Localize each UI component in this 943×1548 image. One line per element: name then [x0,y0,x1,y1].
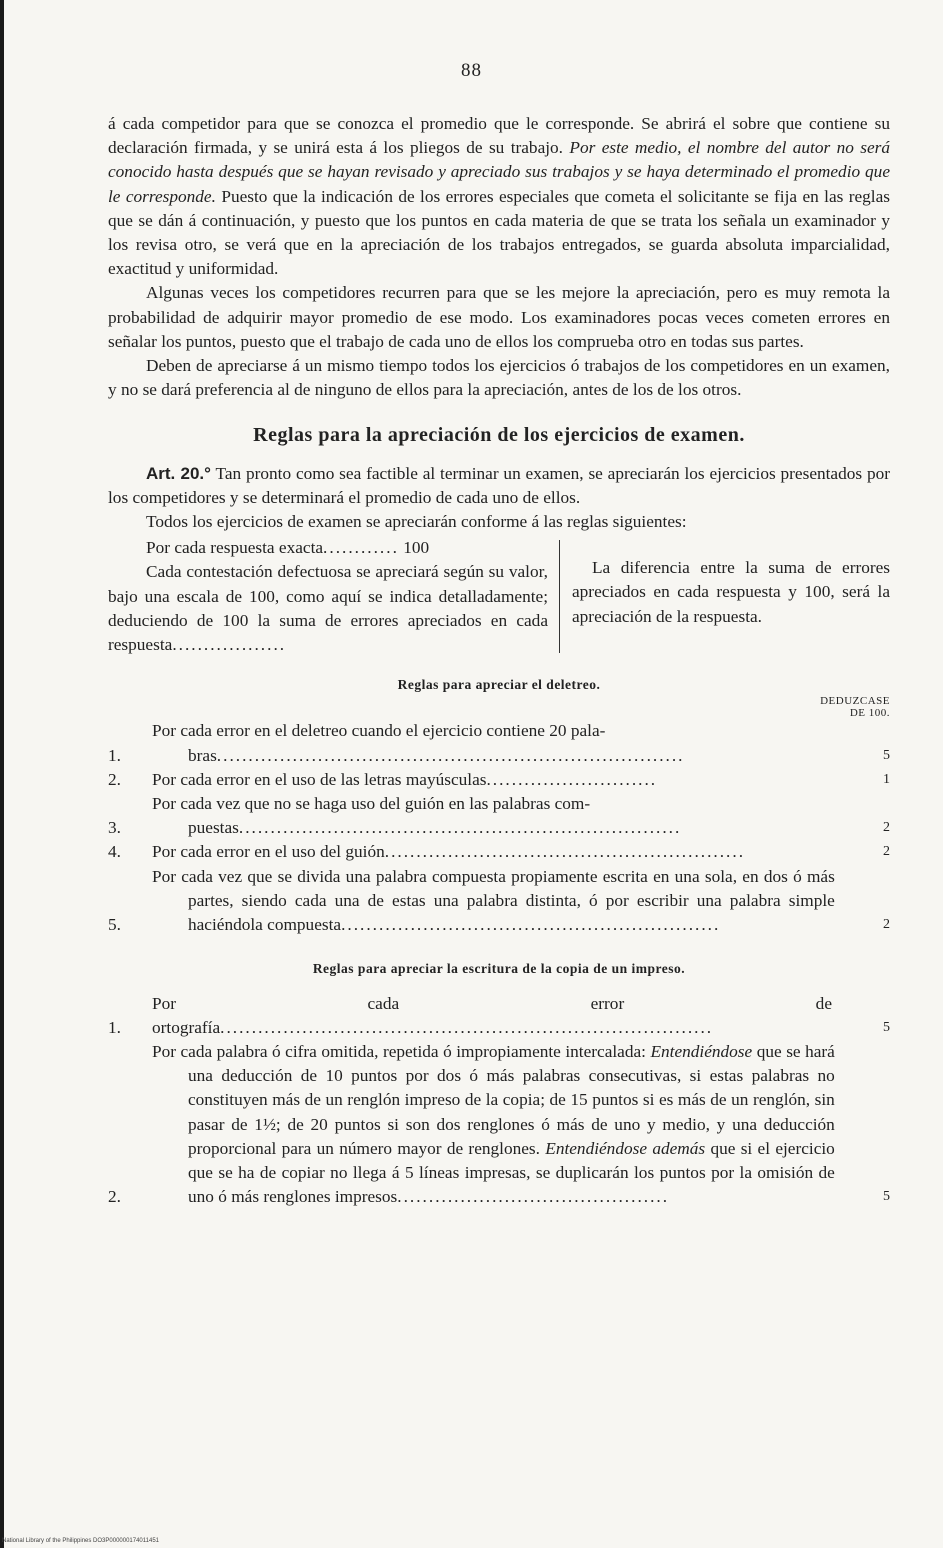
spelling-rules-title: Reglas para apreciar el deletreo. [397,677,601,693]
rule-text [152,792,832,840]
leader-dots: ......................................................... [384,842,746,862]
spelling-rule-2 [108,768,890,792]
rule-text [152,1040,835,1209]
spelling-rule-3 [108,792,890,840]
intro-paragraph [108,112,890,281]
intro-text: á cada competidor para que se conozca el promedio que le corresponde. Se abrirá el sobre que contiene su declaración firmada, y se unirá esta á los pliegos de su trabajo. [108,114,890,158]
rule-deduction: 1 [883,771,890,787]
paragraph-appeals: Algunas veces los competidores recurren para que se les mejore la apreciación, pero es muy remota la probabilidad de adquirir mayor promedio de ese modo. Los examinadores pocas veces cometen errores en señalar los puntos, puesto que el trabajo de cada uno de ellos los comprueba otro en todas sus partes. [108,283,890,351]
rule-number: 4. [108,842,121,862]
rule-number: 2. [108,769,121,789]
rule-text [152,992,832,1040]
copy-rule-2 [108,1040,890,1209]
deduction-header-line-1: DEDUZCASE [820,695,890,708]
page-edge [0,0,4,1548]
rule-italic-part: Entendiéndose [650,1041,753,1061]
rule-text [152,768,832,792]
rule-deduction: 2 [883,844,890,860]
rule-number: 3. [108,818,121,838]
copy-rules-title: Reglas para apreciar la escritura de la copia de un impreso. [312,961,686,977]
exact-answer-line [108,536,548,560]
rule-text-cont: puestas [188,818,239,838]
rule-text-cont: bras [188,745,217,765]
rule-number: 1. [108,745,121,765]
paragraph-simultaneous: Deben de apreciarse á un mismo tiempo todos los ejercicios ó trabajos de los competidores en un examen, y no se dará preferencia al de ninguno de ellos para la apreciación, antes de los de los otros. [108,356,890,400]
rule-text-part: que si el ejercicio que se ha de copiar no llega á 5 líneas impresas, se duplicarán los puntos por la omisión de uno ó más renglones impresos [188,1138,835,1207]
rule-text-line: Por cada error en el deletreo cuando el ejercicio contiene 20 pala- [152,721,606,741]
rule-text-part: que se hará una deducción de 10 puntos por dos ó más palabras consecutivas, si estas palabras no constituyen más de un renglón impreso de la copia; de 15 puntos si es más de un renglón, sin pasar de 1½; de 20 puntos si son dos renglones ó más de uno y medio, y una deducción proporcional para un número mayor de renglones. [188,1041,835,1158]
rule-deduction: 2 [883,820,890,836]
leader-dots: ............ [323,538,399,558]
rule-text-line: Por cada vez que se divida una palabra compuesta propiamente escrita en una sola, en dos ó más partes, siendo cada una de estas una palabra distinta, ó por escribir una palabra simple haciéndola compuesta [152,866,835,935]
defective-answer-line [108,560,548,657]
section-title: Reglas para la apreciación de los ejercicios de examen. [253,424,745,447]
grading-scale [108,536,890,657]
deduction-header-line-2: DE 100. [849,707,890,720]
brace-line [559,540,560,653]
rule-italic-part: Entendiéndose además [545,1138,706,1158]
grading-left [108,536,548,657]
rule-text-line: Por cada error de ortografía [152,993,832,1037]
intro-rest-text: Puesto que la indicación de los errores especiales que cometa el solicitante se fija en las reglas que se dán á continuación, y puesto que los puntos en cada materia de que se trata los señala un examinador y los revisa otro, se verá que en la apreciación de los trabajos entregados, se guarda absoluta imparcialidad, exactitud y uniformidad. [108,186,890,279]
rules-intro: Todos los ejercicios de examen se apreciarán conforme á las reglas siguientes: [146,512,687,532]
spelling-rule-5 [108,865,890,938]
rule-deduction: 5 [883,1019,890,1035]
rule-text [152,840,832,864]
rule-deduction: 2 [883,917,890,933]
rule-number: 2. [108,1187,121,1207]
article-20 [108,462,890,510]
intro-italic-text: Por este medio, el nombre del autor no será conocido hasta después que se hayan revisado y apreciado sus trabajos y se haya determinado el promedio que le corresponde. [108,138,890,206]
deduction-column-header [108,695,890,719]
rule-number: 5. [108,915,121,935]
rule-text [152,719,832,767]
leader-dots: ...................................................................... [238,818,682,838]
brace-note: La diferencia entre la suma de errores apreciados en cada respuesta y 100, será la apreciación de la respuesta. [572,558,890,626]
spelling-rule-1 [108,719,890,767]
spelling-rule-4 [108,840,890,864]
defective-answer-text: Cada contestación defectuosa se apreciará según su valor, bajo una escala de 100, como aquí se indica detalladamente; deduciendo de 100 la suma de errores apreciados en cada respuesta [108,562,548,655]
rule-text-line: Por cada error en el uso del guión [152,842,385,862]
copy-rules [108,992,890,1210]
brace [548,536,572,657]
article-text: Tan pronto como sea factible al terminar un examen, se apreciarán los ejercicios presentados por los competidores y se determinará el promedio de cada uno de ellos. [108,463,890,507]
rule-number: 1. [108,1017,121,1037]
leader-dots: .................. [172,635,287,655]
exact-answer-label: Por cada respuesta exacta [146,538,324,558]
leader-dots: ........................... [486,769,658,789]
copy-rule-1 [108,992,890,1040]
exact-answer-value: 100 [403,538,430,558]
leader-dots: ............................................................ [341,915,721,935]
rule-text-line: Por cada vez que no se haga uso del guión en las palabras com- [152,794,591,814]
article-label: Art. 20.° [146,463,211,483]
page-number: 88 [461,60,482,81]
leader-dots: .............................................................................. [220,1017,714,1037]
rule-deduction: 5 [883,1189,890,1205]
rule-text [152,865,835,938]
rule-deduction: 5 [883,747,890,763]
page-content [108,112,890,1209]
leader-dots: ........................................... [397,1187,670,1207]
leader-dots: .......................................................................... [216,745,685,765]
rule-text-line: Por cada error en el uso de las letras mayúsculas [152,769,487,789]
rule-text-part: Por cada palabra ó cifra omitida, repetida ó impropiamente intercalada: [152,1041,646,1061]
footer-note: National Library of the Philippines DO3P000000174011451 [2,1538,159,1544]
